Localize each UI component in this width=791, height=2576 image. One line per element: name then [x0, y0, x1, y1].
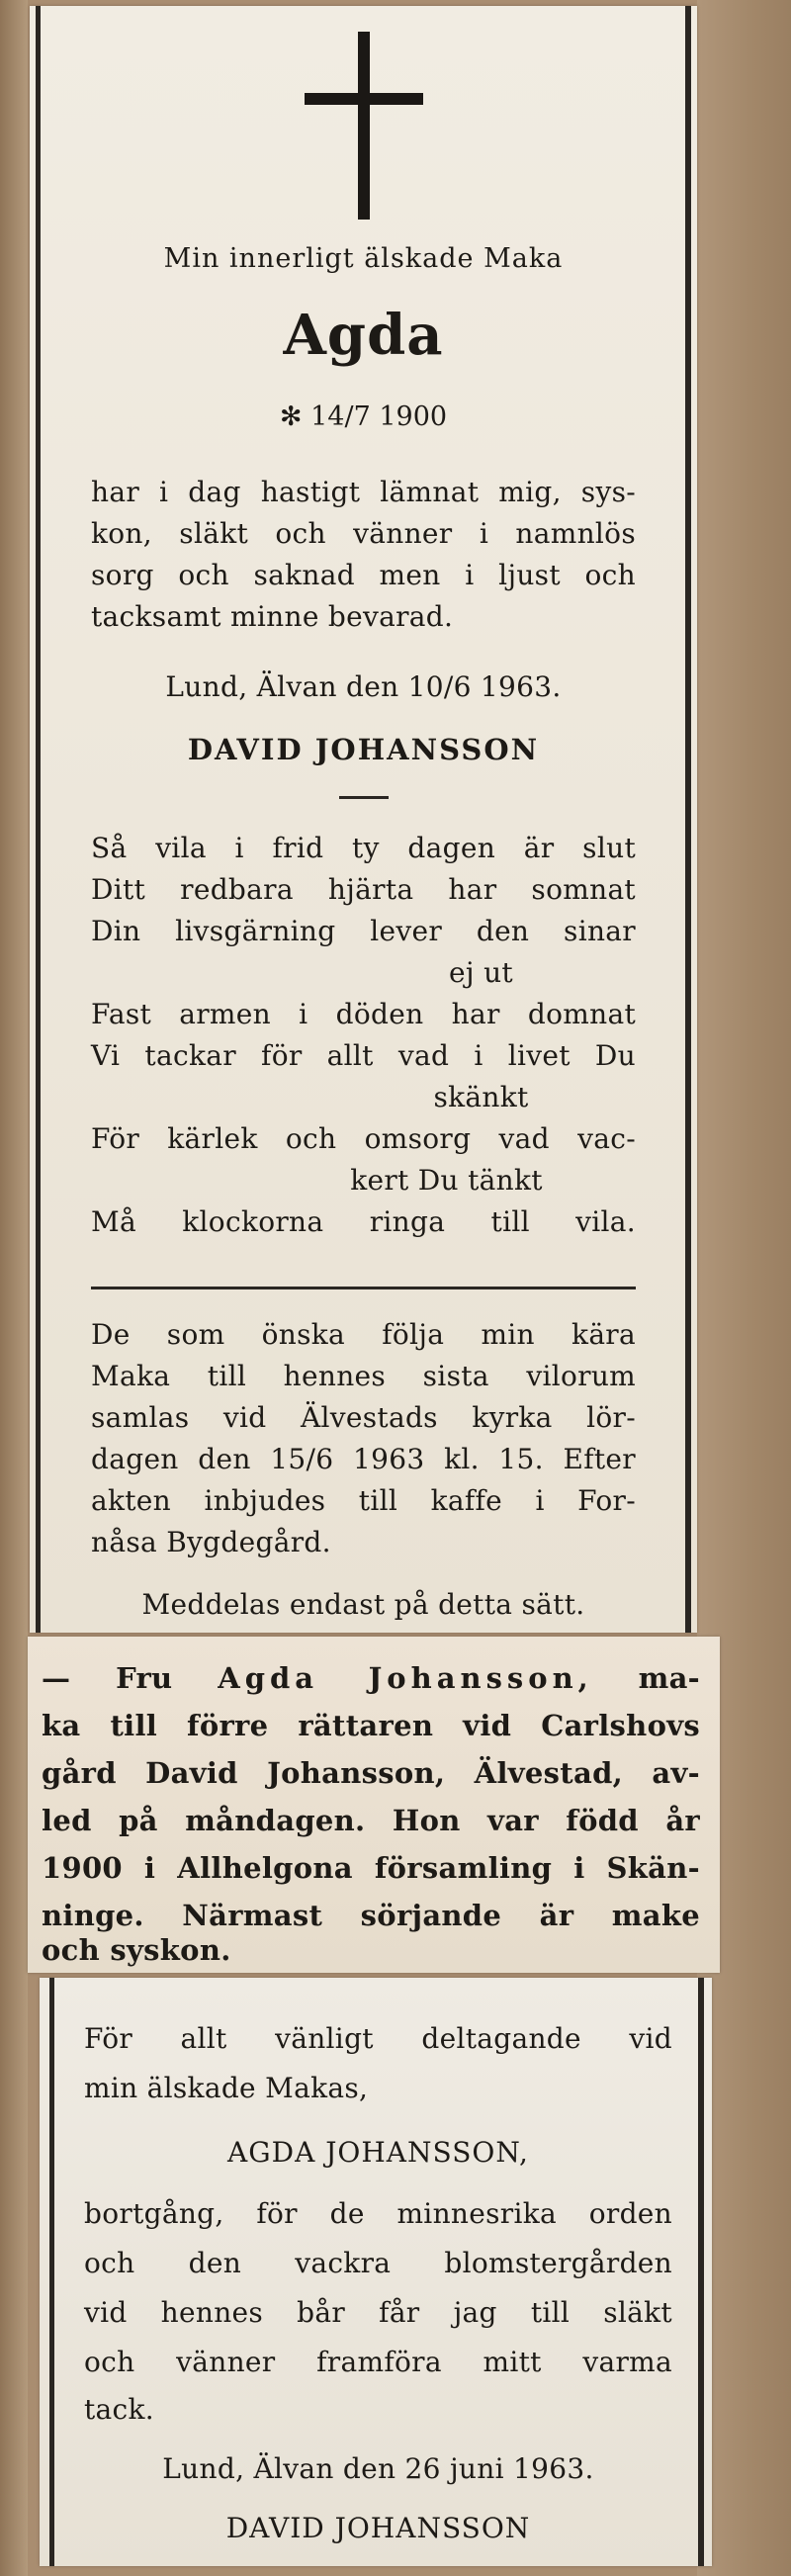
thanks-signature: DAVID JOHANSSON [225, 2512, 531, 2544]
poem-line: För kärlek och omsorg vad vac- [91, 1122, 636, 1155]
birth-date: ✻ 14/7 1900 [279, 401, 448, 432]
poem-line: Vi tackar för allt vad i livet Du [91, 1039, 636, 1072]
news-line: och syskon. [42, 1933, 231, 1967]
news-line: ka till förre rättaren vid Carlshovs [42, 1709, 700, 1742]
thanks-notice-clipping [40, 1978, 712, 2566]
notice-body-line: kon, släkt och vänner i namnlös [91, 517, 636, 550]
news-suffix: ma- [638, 1661, 700, 1695]
thanks-line: och den vackra blomstergården [84, 2247, 672, 2279]
notice-body-line: har i dag hastigt lämnat mig, sys- [91, 476, 636, 508]
thanks-line: min älskade Makas, [84, 2072, 369, 2104]
funeral-line: nåsa Bygdegård. [91, 1526, 331, 1558]
poem-line: Fast armen i döden har domnat [91, 998, 636, 1030]
news-line: led på måndagen. Hon var född år [42, 1804, 700, 1837]
notice-body-line: sorg och saknad men i ljust och [91, 559, 636, 591]
news-note-clipping [28, 1637, 720, 1973]
poem-line: ej ut [449, 956, 513, 989]
section-divider [91, 1287, 636, 1289]
news-line-first [42, 1661, 700, 1695]
thanks-line: vid hennes bår får jag till släkt [84, 2296, 672, 2329]
news-prefix: — Fru [42, 1661, 173, 1695]
poem-line: kert Du tänkt [350, 1164, 543, 1197]
death-notice-clipping [30, 6, 697, 1633]
notice-body-line: tacksamt minne bevarad. [91, 600, 454, 633]
poem-line: Din livsgärning lever den sinar [91, 915, 636, 947]
funeral-line: Maka till hennes sista vilorum [91, 1360, 636, 1392]
news-deceased-name: Agda Johansson, [218, 1661, 593, 1695]
deceased-name: Agda [283, 303, 444, 368]
thanks-line: För allt vänligt deltagande vid [84, 2022, 672, 2055]
funeral-line: samlas vid Älvestads kyrka lör- [91, 1401, 636, 1434]
thanks-line: och vänner framföra mitt varma [84, 2346, 672, 2378]
poem-line: skänkt [433, 1081, 529, 1113]
cross-icon [305, 32, 423, 220]
poem-line: Ditt redbara hjärta har somnat [91, 873, 636, 906]
poem-line: Må klockorna ringa till vila. [91, 1205, 636, 1238]
thanks-line: tack. [84, 2393, 154, 2426]
short-divider [339, 796, 389, 799]
notice-footer: Meddelas endast på detta sätt. [141, 1588, 585, 1621]
thanks-deceased-name: AGDA JOHANSSON, [227, 2136, 529, 2169]
poem-line: Så vila i frid ty dagen är slut [91, 832, 636, 864]
funeral-line: dagen den 15/6 1963 kl. 15. Efter [91, 1443, 636, 1475]
news-line: 1900 i Allhelgona församling i Skän- [42, 1851, 700, 1885]
funeral-line: akten inbjudes till kaffe i For- [91, 1484, 636, 1517]
thanks-line: bortgång, för de minnesrika orden [84, 2197, 672, 2230]
news-line: gård David Johansson, Älvestad, av- [42, 1756, 700, 1790]
scan-background-left [0, 0, 28, 2576]
news-line: ninge. Närmast sörjande är make [42, 1899, 700, 1932]
funeral-line: De som önska följa min kära [91, 1318, 636, 1351]
notice-intro: Min innerligt älskade Maka [163, 243, 564, 274]
notice-place-date: Lund, Älvan den 10/6 1963. [165, 670, 562, 703]
notice-signature: DAVID JOHANSSON [187, 733, 540, 766]
thanks-place-date: Lund, Älvan den 26 juni 1963. [162, 2452, 594, 2485]
